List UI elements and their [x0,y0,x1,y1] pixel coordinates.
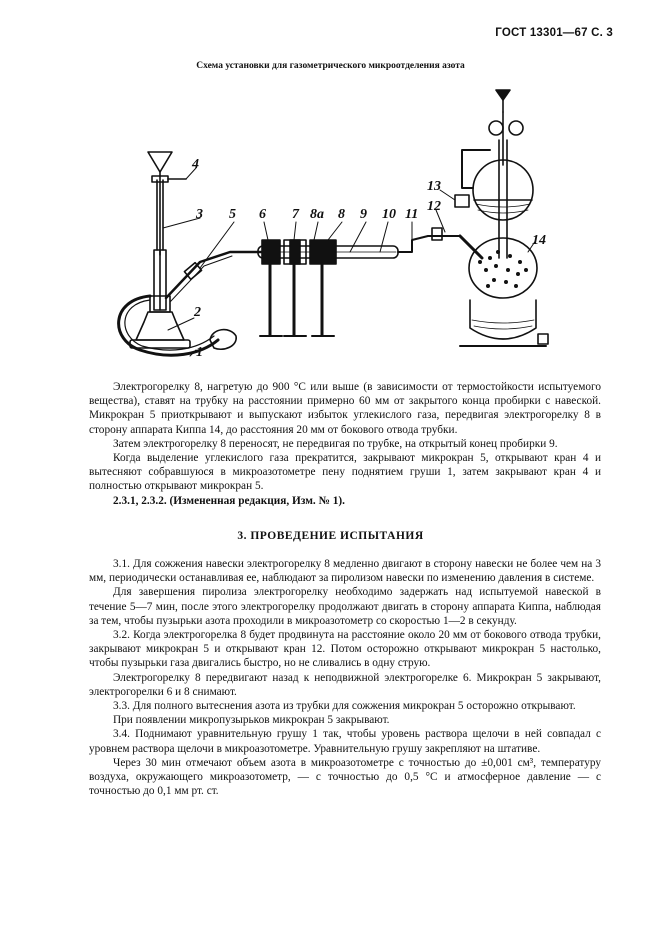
paragraph: 3.4. Поднимают уравнительную грушу 1 так, чтобы уровень раствора щелочи в ней совпадал с уровнем раствора щелочи в микроазотометре. Уравнительную грушу закрепляют на штативе. [89,728,601,755]
paragraph: Электрогорелку 8, нагретую до 900 °С или выше (в зависимости от термостойкости испытуемого вещества), ставят на трубку на расстоянии примерно 60 мм от закрытого конца пробирки с навеской. Микрокран 5 приоткрывают и выпускают избыток углекислого газа, передвигая электрогорелку 8 в сторону аппарата Киппа 14, до расстояния 20 мм от бокового отвода трубки. [89,381,601,436]
figure-label: 4 [192,157,199,172]
text-block-top [89,380,601,508]
amendment-note: 2.3.1, 2.3.2. (Измененная редакция, Изм. № 1). [113,494,345,507]
figure-label: 10 [382,207,396,222]
funnel-assembly [130,152,190,348]
section-title: 3. ПРОВЕДЕНИЕ ИСПЫТАНИЯ [237,530,424,542]
paragraph: 3.2. Когда электрогорелка 8 будет продвинута на расстояние около 20 мм от бокового отвода трубки, закрывают микрокран 5 и открывают кран 12. Потом осторожно открывают микрокран 5 настолько, чтобы пузырьки газа двигались быстро, но не сливались в одну струю. [89,629,601,670]
figure-label: 9 [360,207,367,222]
figure-label: 3 [196,207,203,222]
figure-label: 7 [292,207,299,222]
paragraph: Когда выделение углекислого газа прекратится, закрывают микрокран 5, открывают кран 4 и вытесняют собравшуюся в микроазотометре пену поднятием груши 1, затем закрывают кран 4 и полностью открывают микрокран 5. [89,452,601,493]
figure-label: 6 [259,207,266,222]
combustion-tube [258,240,398,336]
figure-title: Схема установки для газометрического микроотделения азота [196,61,465,71]
figure-label: 12 [427,199,441,214]
paragraph: 3.3. Для полного вытеснения азота из трубки для сожжения микрокран 5 осторожно открывают. [113,700,576,713]
figure-label: 1 [196,345,203,360]
paragraph: Электрогорелку 8 передвигают назад к неподвижной электрогорелке 6. Микрокран 5 закрывают, электрогорелки 6 и 8 снимают. [89,671,601,698]
apparatus-diagram [0,80,661,370]
kipp-apparatus [455,90,548,346]
figure-label: 2 [194,305,201,320]
figure-label: 14 [532,233,546,248]
figure-label: 11 [405,207,419,222]
paragraph: Затем электрогорелку 8 переносят, не передвигая по трубке, на открытый конец пробирки 9. [113,437,558,450]
paragraph: При появлении микропузырьков микрокран 5 закрывают. [113,714,390,727]
figure-label: 5 [229,207,236,222]
text-block-bottom [89,557,601,798]
paragraph: Для завершения пиролиза электрогорелку необходимо задержать над испытуемой навеской в течение 5—7 мин, после этого электрогорелку продолжают двигать в сторону аппарата Киппа, наблюдая за тем, чтобы пузырьки азота проходили в микроазотометр со скоростью 1—2 в секунду. [89,586,601,627]
figure-label: 13 [427,179,441,194]
figure-label: 8а [310,207,324,222]
figure-label: 8 [338,207,345,222]
paragraph: Через 30 мин отмечают объем азота в микроазотометре с точностью до ±0,001 см³, температуру воздуха, окружающего микроазотометр, — с точностью до 0,5 °С и атмосферное давление — с точностью до 0,1 мм рт. ст. [89,756,601,798]
paragraph: 3.1. Для сожжения навески электрогорелку 8 медленно двигают в сторону навески не более чем на 3 мм, периодически останавливая ее, наблюдают за пиролизом навески по изменению давления в системе. [89,558,601,585]
page-header: ГОСТ 13301—67 С. 3 [495,27,613,39]
